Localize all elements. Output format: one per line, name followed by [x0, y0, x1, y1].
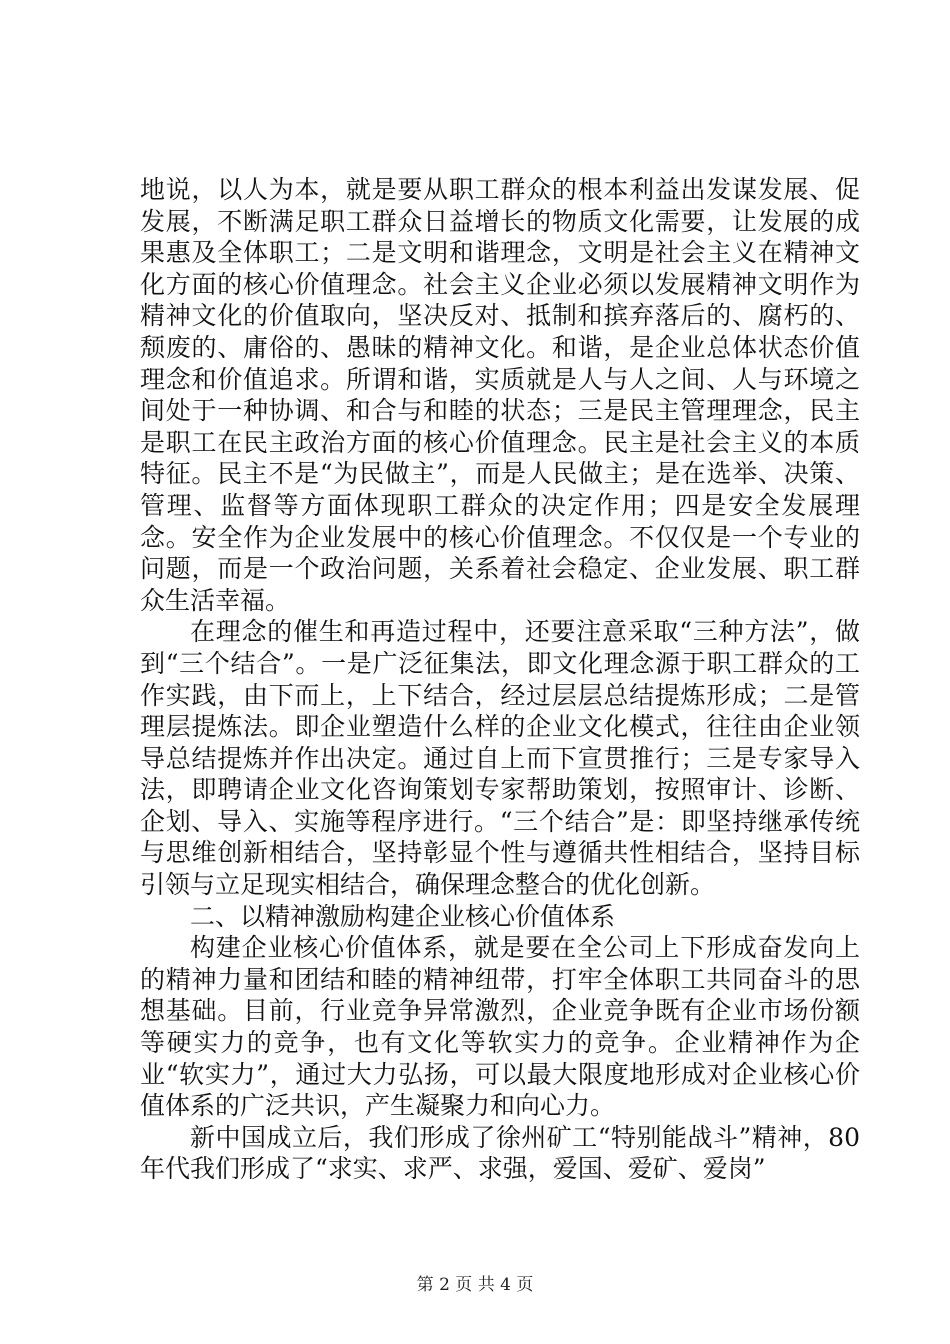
page-number-footer: 第 2 页 共 4 页 — [416, 1275, 534, 1295]
body-paragraph-4: 新中国成立后，我们形成了徐州矿工“特别能战斗”精神，80 年代我们形成了“求实、求严、求强，爱国、爱矿、爱岗” — [140, 1122, 860, 1184]
section-heading: 二、以精神激励构建企业核心价值体系 — [190, 901, 616, 931]
body-paragraph-1: 地说，以人为本，就是要从职工群众的根本利益出发谋发展、促发展，不断满足职工群众日益增长的物质文化需要，让发展的成果惠及全体职工；二是文明和谐理念，文明是社会主义在精神文化方面的核心价值理念。社会主义企业必须以发展精神文明作为精神文化的价值取向，坚决反对、抵制和摈弃落后的、腐朽的、颓废的、庸俗的、愚昧的精神文化。和谐，是企业总体状态价值理念和价值追求。所谓和谐，实质就是人与人之间、人与环境之间处于一种协调、和合与和睦的状态；三是民主管理理念，民主是职工在民主政治方面的核心价值理念。民主是社会主义的本质特征。民主不是“为民做主”，而是人民做主；是在选举、决策、管理、监督等方面体现职工群众的决定作用；四是安全发展理念。安全作为企业发展中的核心价值理念。不仅仅是一个专业的问题，而是一个政治问题，关系着社会稳定、企业发展、职工群众生活幸福。 — [140, 175, 860, 615]
body-paragraph-3: 构建企业核心价值体系，就是要在全公司上下形成奋发向上的精神力量和团结和睦的精神纽带，打牢全体职工共同奋斗的思想基础。目前，行业竞争异常激烈，企业竞争既有企业市场份额等硬实力的竞争，也有文化等软实力的竞争。企业精神作为企业“软实力”，通过大力弘扬，可以最大限度地形成对企业核心价值体系的广泛共识，产生凝聚力和向心力。 — [140, 933, 860, 1121]
body-paragraph-2: 在理念的催生和再造过程中，还要注意采取“三种方法”，做到“三个结合”。一是广泛征集法，即文化理念源于职工群众的工作实践，由下而上，上下结合，经过层层总结提炼形成；二是管理层提炼法。即企业塑造什么样的企业文化模式，往往由企业领导总结提炼并作出决定。通过自上而下宣贯推行；三是专家导入法，即聘请企业文化咨询策划专家帮助策划，按照审计、诊断、企划、导入、实施等程序进行。“三个结合”是：即坚持继承传统与思维创新相结合，坚持彰显个性与遵循共性相结合，坚持目标引领与立足现实相结合，确保理念整合的优化创新。 — [140, 617, 860, 900]
document-body — [140, 174, 860, 1185]
